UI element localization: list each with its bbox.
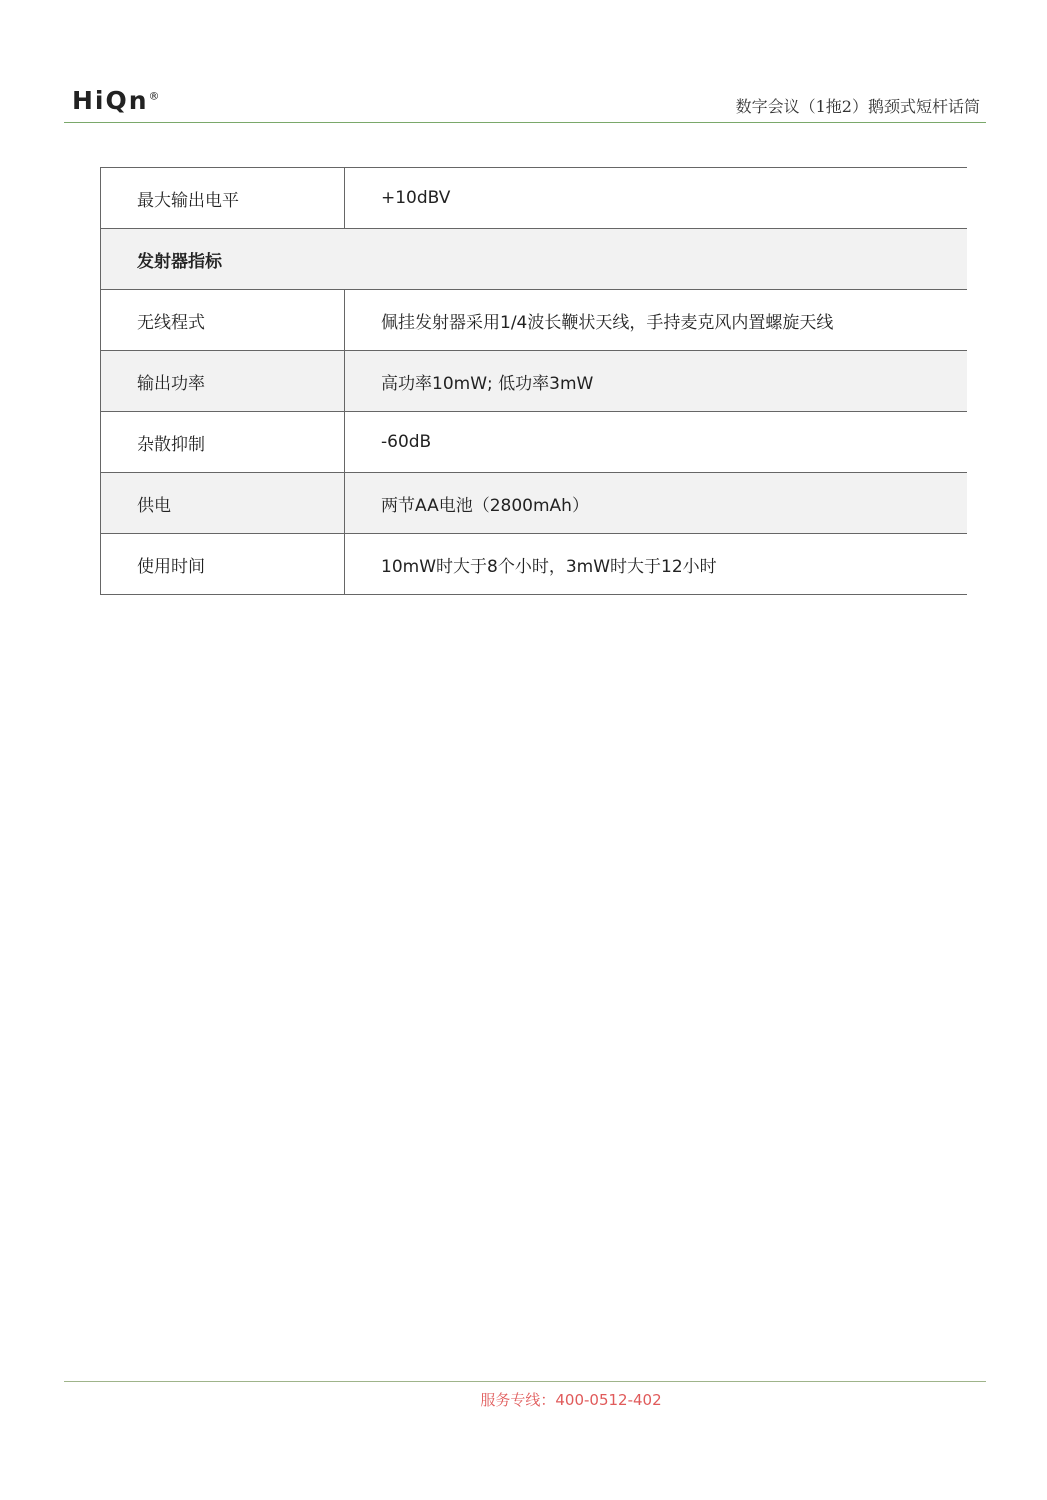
spec-value: 10mW时大于8个小时，3mW时大于12小时: [345, 534, 968, 595]
table-row: [101, 168, 968, 229]
spec-value: -60dB: [345, 412, 968, 473]
brand-logo: [72, 86, 162, 115]
footer-divider: [64, 1381, 986, 1382]
service-hotline: 服务专线：400-0512-402: [480, 1391, 662, 1409]
table-row: [101, 351, 968, 412]
spec-value: 两节AA电池（2800mAh）: [345, 473, 968, 534]
table-row: [101, 473, 968, 534]
spec-label: 无线程式: [101, 290, 345, 351]
spec-label: 供电: [101, 473, 345, 534]
section-row: [101, 229, 968, 290]
spec-value: +10dBV: [345, 168, 968, 229]
table-row: [101, 290, 968, 351]
section-heading: 发射器指标: [101, 229, 968, 290]
document-title: 数字会议（1拖2）鹅颈式短杆话筒: [735, 97, 980, 116]
header-divider: [64, 122, 986, 123]
table-row: [101, 412, 968, 473]
registered-mark: ®: [148, 89, 162, 103]
spec-value: 佩挂发射器采用1/4波长鞭状天线，手持麦克风内置螺旋天线: [345, 290, 968, 351]
spec-label: 输出功率: [101, 351, 345, 412]
spec-label: 杂散抑制: [101, 412, 345, 473]
logo-text: HiQn: [72, 86, 149, 115]
spec-label: 最大输出电平: [101, 168, 345, 229]
page-header: [64, 80, 986, 122]
spec-label: 使用时间: [101, 534, 345, 595]
table-row: [101, 534, 968, 595]
spec-table: [100, 167, 967, 595]
spec-value: 高功率10mW; 低功率3mW: [345, 351, 968, 412]
